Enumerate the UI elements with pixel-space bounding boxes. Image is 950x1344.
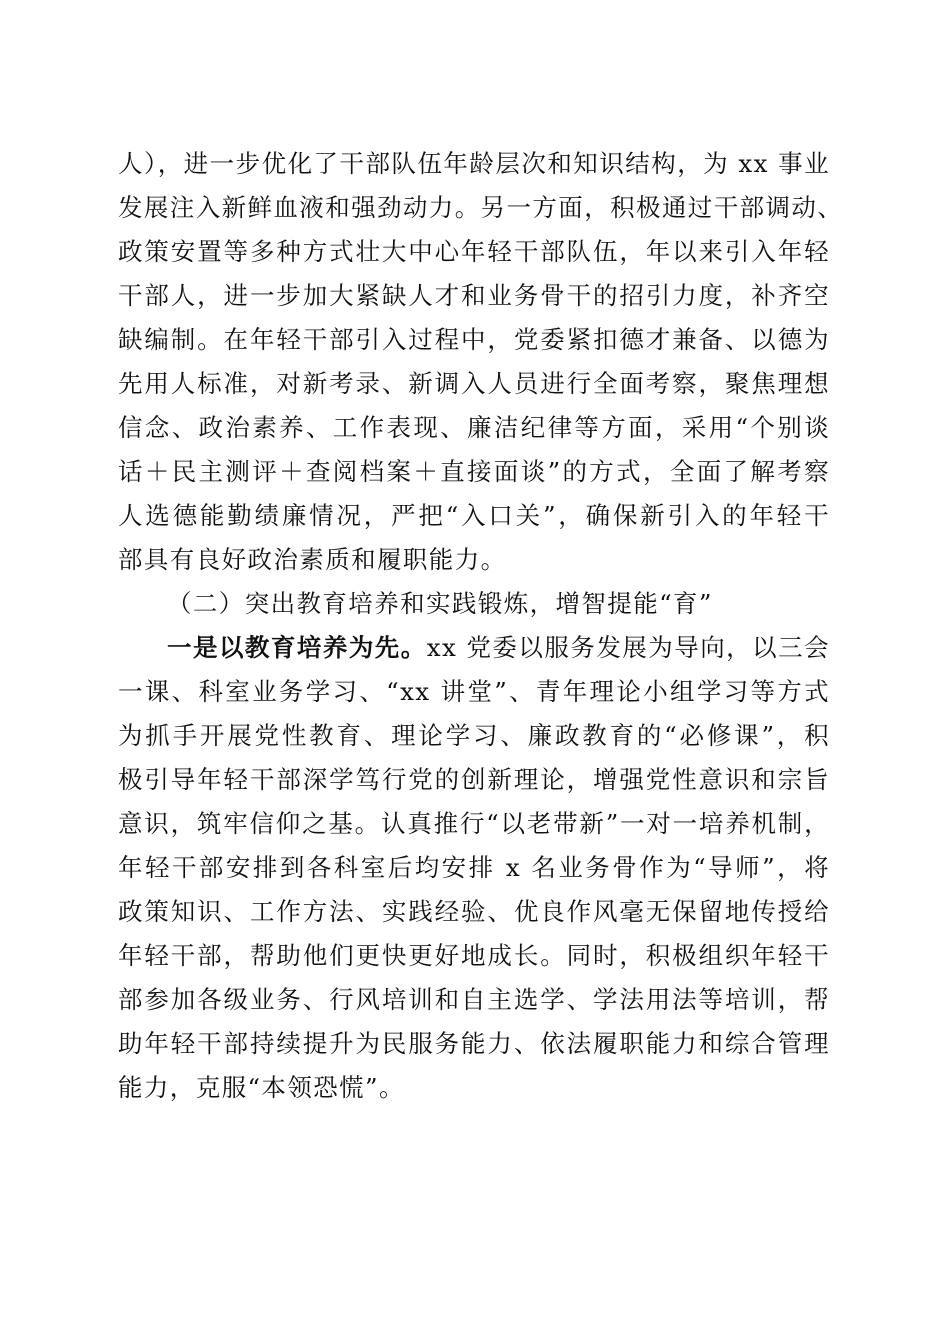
text-line: 年轻干部安排到各科室后均安排 x 名业务骨作为“导师”，将 [118, 853, 830, 882]
text-line: 助年轻干部持续提升为民服务能力、依法履职能力和综合管理 [118, 1029, 830, 1058]
text-line-first [118, 626, 830, 670]
lead-bold-text: 一是以教育培养为先。 [167, 633, 427, 662]
text-line: 缺编制。在年轻干部引入过程中，党委紧扣德才兼备、以德为 [118, 325, 830, 354]
text-line: 干部人，进一步加大紧缺人才和业务骨干的招引力度，补齐空 [118, 281, 830, 310]
text-line: 部参加各级业务、行风培训和自主选学、学法用法等培训，帮 [118, 985, 830, 1014]
text-line: 能力，克服“本领恐慌”。 [118, 1073, 405, 1102]
text-line: 部具有良好政治素质和履职能力。 [118, 545, 507, 574]
text-line: 人选德能勤绩廉情况，严把“入口关”，确保新引入的年轻干 [118, 501, 830, 530]
text-line: 先用人标准，对新考录、新调入人员进行全面考察，聚焦理想 [118, 369, 830, 398]
section-heading: （二）突出教育培养和实践锻炼，增智提能“育” [167, 589, 713, 618]
text-line: 人），进一步优化了干部队伍年龄层次和知识结构，为 xx 事业 [118, 149, 830, 178]
text-line: 一课、科室业务学习、“xx 讲堂”、青年理论小组学习等方式 [118, 677, 830, 706]
text-line: 为抓手开展党性教育、理论学习、廉政教育的“必修课”，积 [118, 721, 830, 750]
text-line: 信念、政治素养、工作表现、廉洁纪律等方面，采用“个别谈 [118, 413, 830, 442]
paragraph-education-training [118, 626, 830, 1110]
text-line: 极引导年轻干部深学笃行党的创新理论，增强党性意识和宗旨 [118, 765, 830, 794]
text-line: 话＋民主测评＋查阅档案＋直接面谈”的方式，全面了解考察 [118, 457, 830, 486]
text-line: 政策安置等多种方式壮大中心年轻干部队伍，年以来引入年轻 [118, 237, 830, 266]
body-text [118, 142, 844, 1110]
text-line: 年轻干部，帮助他们更快更好地成长。同时，积极组织年轻干 [118, 941, 830, 970]
text-line: 发展注入新鲜血液和强劲动力。另一方面，积极通过干部调动、 [118, 193, 844, 222]
first-line-rest: xx 党委以服务发展为导向，以三会 [426, 633, 831, 662]
paragraph-cadre-recruitment [118, 142, 844, 582]
text-line: 政策知识、工作方法、实践经验、优良作风毫无保留地传授给 [118, 897, 830, 926]
text-line: 意识，筑牢信仰之基。认真推行“以老带新”一对一培养机制， [118, 809, 830, 838]
